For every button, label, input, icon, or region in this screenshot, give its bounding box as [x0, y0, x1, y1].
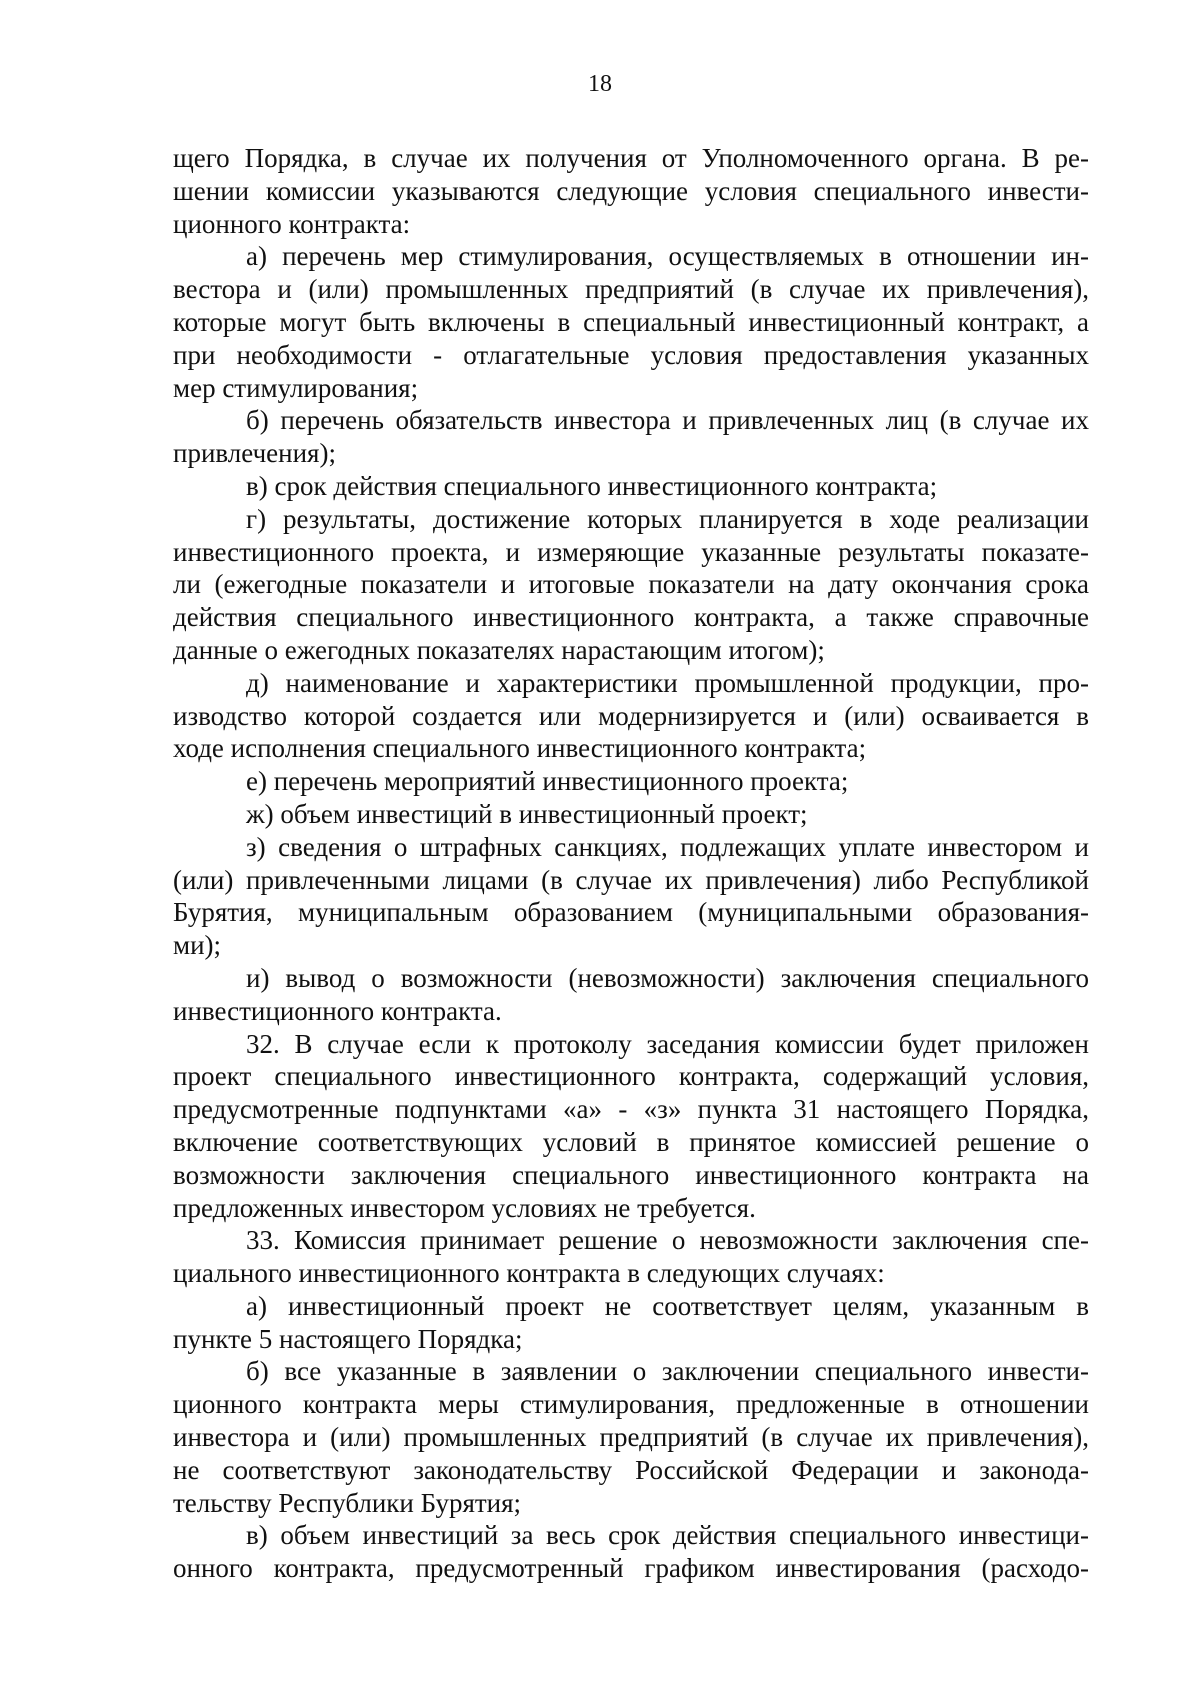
text-line: предложенных инвестором условиях не требуется.	[173, 1192, 756, 1223]
text-line: ционного контракта:	[173, 208, 411, 239]
text-line: циального инвестиционного контракта в следующих случаях:	[173, 1258, 885, 1289]
text-line: тельству Республики Бурятия;	[173, 1487, 522, 1518]
text-line: д) наименование и характеристики промышленной продукции, про-	[246, 667, 1089, 698]
text-line: з) сведения о штрафных санкциях, подлежащих уплате инвестором и	[246, 831, 1089, 862]
text-line: включение соответствующих условий в принятое комиссией решение о	[173, 1126, 1089, 1157]
text-line: щего Порядка, в случае их получения от Уполномоченного органа. В ре-	[173, 143, 1089, 173]
text-line: в) объем инвестиций за весь срок действия специального инвестици-	[246, 1520, 1089, 1551]
text-line: которые могут быть включены в специальный инвестиционный контракт, а	[173, 306, 1089, 337]
text-line: а) перечень мер стимулирования, осуществляемых в отношении ин-	[246, 241, 1089, 272]
text-line: в) срок действия специального инвестиционного контракта;	[246, 470, 938, 501]
text-line: данные о ежегодных показателях нарастающим итогом);	[173, 634, 825, 665]
page-number: 18	[588, 71, 612, 97]
text-line: онного контракта, предусмотренный графиком инвестирования (расходо-	[173, 1553, 1089, 1584]
text-line: возможности заключения специального инвестиционного контракта на	[173, 1159, 1089, 1190]
text-line: ходе исполнения специального инвестиционного контракта;	[173, 733, 867, 764]
text-line: (или) привлеченными лицами (в случае их привлечения) либо Республикой	[173, 864, 1089, 895]
text-line: привлечения);	[173, 438, 336, 469]
text-line: е) перечень мероприятий инвестиционного проекта;	[246, 766, 849, 797]
text-line: изводство которой создается или модернизируется и (или) осваивается в	[173, 700, 1089, 731]
text-line: 33. Комиссия принимает решение о невозможности заключения спе-	[246, 1225, 1089, 1256]
text-line: вестора и (или) промышленных предприятий (в случае их привлечения),	[173, 274, 1089, 305]
text-line: ми);	[173, 930, 222, 961]
text-line: б) все указанные в заявлении о заключении специального инвести-	[246, 1356, 1089, 1387]
text-line: при необходимости - отлагательные условия предоставления указанных	[173, 339, 1089, 370]
text-line: 32. В случае если к протоколу заседания комиссии будет приложен	[246, 1028, 1089, 1059]
text-line: мер стимулирования;	[173, 372, 419, 403]
text-line: пункте 5 настоящего Порядка;	[173, 1323, 523, 1354]
text-line: б) перечень обязательств инвестора и привлеченных лиц (в случае их	[246, 405, 1089, 436]
text-line: инвестора и (или) промышленных предприятий (в случае их привлечения),	[173, 1422, 1089, 1453]
text-line: проект специального инвестиционного контракта, содержащий условия,	[173, 1061, 1089, 1092]
text-line: ж) объем инвестиций в инвестиционный проект;	[246, 798, 808, 829]
text-line: Бурятия, муниципальным образованием (муниципальными образования-	[173, 897, 1089, 928]
text-line: не соответствуют законодательству Российской Федерации и законода-	[173, 1454, 1089, 1485]
text-line: инвестиционного проекта, и измеряющие указанные результаты показате-	[173, 536, 1089, 567]
text-line: ционного контракта меры стимулирования, предложенные в отношении	[173, 1389, 1089, 1420]
text-line: г) результаты, достижение которых планируется в ходе реализации	[246, 503, 1089, 534]
document-body	[173, 142, 1089, 1585]
text-line: и) вывод о возможности (невозможности) заключения специального	[246, 962, 1089, 993]
text-line: инвестиционного контракта.	[173, 995, 502, 1026]
text-line: а) инвестиционный проект не соответствует целям, указанным в	[246, 1290, 1089, 1321]
text-line: предусмотренные подпунктами «а» - «з» пункта 31 настоящего Порядка,	[173, 1094, 1089, 1125]
text-line: шении комиссии указываются следующие условия специального инвести-	[173, 175, 1089, 206]
text-line: ли (ежегодные показатели и итоговые показатели на дату окончания срока	[173, 569, 1089, 600]
text-line: действия специального инвестиционного контракта, а также справочные	[173, 602, 1089, 633]
